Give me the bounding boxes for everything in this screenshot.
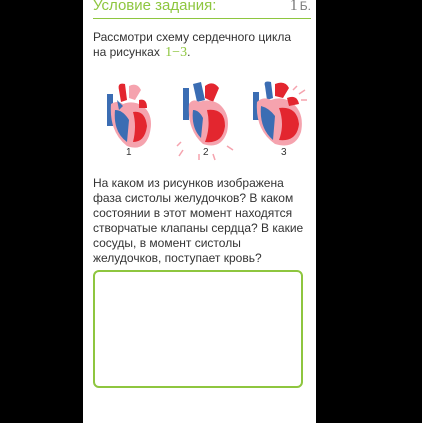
heart-figure-2-label: 2 — [203, 147, 209, 158]
heart-figure-3-label: 3 — [281, 147, 287, 158]
task-card — [83, 0, 316, 423]
heart-figure-1-label: 1 — [126, 147, 132, 158]
task-points — [290, 0, 311, 15]
task-intro-text: Рассмотри схему сердечного цикла на рисунках — [93, 30, 292, 59]
task-points-unit: Б. — [299, 0, 311, 13]
figure-range: 1−3 — [165, 45, 188, 60]
figure-range-suffix: . — [187, 45, 191, 59]
task-header — [93, 0, 311, 19]
heart-figure-3-image — [243, 80, 315, 162]
task-intro — [93, 30, 303, 60]
task-points-value: 1 — [289, 0, 298, 14]
heart-figure-3 — [243, 80, 315, 162]
task-question: На каком из рисунков изображена фаза систолы желудочков? В каком состоянии в этот момент находятся створчатые клапаны сердца? В какие сосуды, в момент систолы желудочков, поступает кровь? — [93, 176, 304, 265]
answer-input[interactable] — [93, 270, 303, 388]
task-header-title: Условие задания: — [93, 0, 217, 14]
